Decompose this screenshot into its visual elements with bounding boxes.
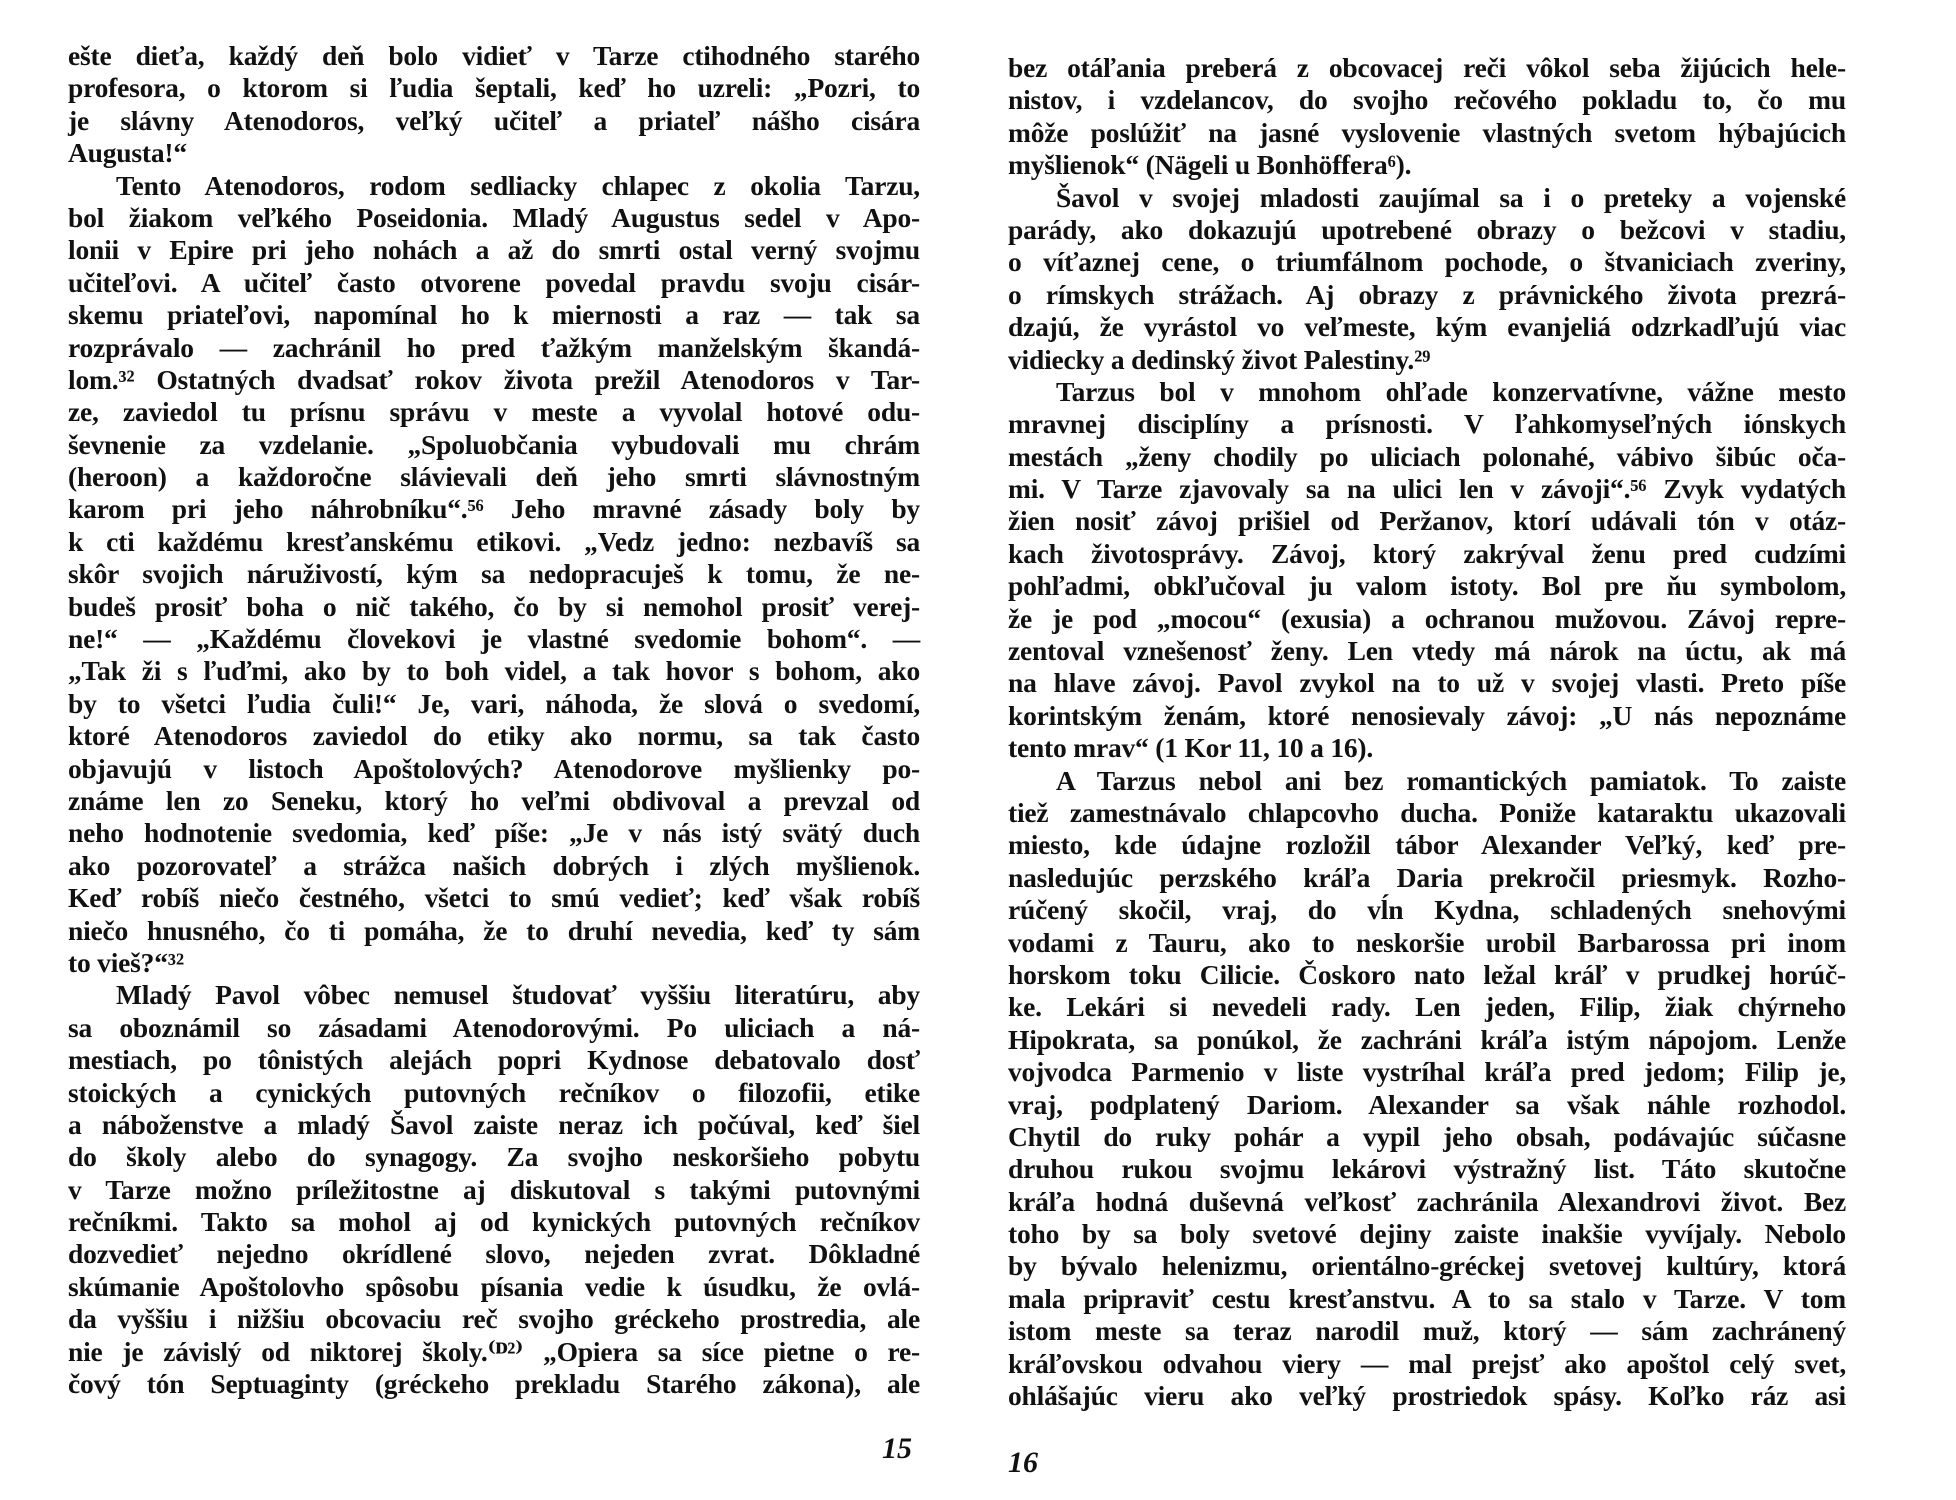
text-line: lom.³² Ostatných dvadsať rokov života prežil Atenodoros v Tar- [68, 363, 920, 395]
text-line: môže poslúžiť na jasné vyslovenie vlastných svetom hýbajúcich [1008, 116, 1846, 148]
text-line: rečníkmi. Takto sa mohol aj od kynických putovných rečníkov [68, 1206, 920, 1238]
text-line: čový tón Septuaginty (gréckeho prekladu Starého zákona), ale [68, 1368, 920, 1400]
text-line: mi. V Tarze zjavovaly sa na ulici len v závoji“.⁵⁶ Zvyk vydatých [1008, 473, 1846, 505]
text-line: horskom toku Cilicie. Čoskoro nato ležal kráľ v prudkej horúč- [1008, 958, 1846, 990]
text-line: vraj, podplatený Dariom. Alexander sa však náhle rozhodol. [1008, 1088, 1846, 1120]
text-line: vidiecky a dedinský život Palestiny.²⁹ [1008, 343, 1431, 375]
text-line: lonii v Epire pri jeho nohách a až do smrti ostal verný svojmu [68, 234, 920, 266]
text-line: dozvedieť nejedno okrídlené slovo, nejeden zvrat. Dôkladné [68, 1238, 920, 1270]
text-line: toho by sa boly svetové dejiny zaiste inakšie vyvíjaly. Nebolo [1008, 1218, 1846, 1250]
text-line: zentoval vznešenosť ženy. Len vtedy má nárok na úctu, ak má [1008, 635, 1846, 667]
text-line: kráľovskou odvahou viery — mal prejsť ako apoštol celý svet, [1008, 1347, 1846, 1379]
text-line: známe len zo Seneku, ktorý ho veľmi obdivoval a prevzal od [68, 784, 920, 816]
text-line: vojvodca Parmenio v liste vystríhal kráľa pred jedom; Filip je, [1008, 1056, 1846, 1088]
page-number-right: 16 [1008, 1446, 1038, 1479]
text-line: ešte dieťa, každý deň bolo vidieť v Tarze ctihodného starého [68, 40, 920, 71]
text-line: bez otáľania preberá z obcovacej reči vôkol seba žijúcich hele- [1008, 52, 1846, 83]
text-line: nie je závislý od niktorej školy.⁽ᴰ²⁾ „Opiera sa síce pietne o re- [68, 1335, 920, 1367]
text-line: objavujú v listoch Apoštolových? Atenodorove myšlienky po- [68, 752, 920, 784]
text-line: do školy alebo do synagogy. Za svojho neskoršieho pobytu [68, 1141, 920, 1173]
text-line: by bývalo helenizmu, orientálno-gréckej svetovej kultúry, ktorá [1008, 1250, 1846, 1282]
text-line: niečo hnusného, čo ti pomáha, že to druhí nevedia, keď ty sám [68, 914, 920, 946]
right-page [978, 0, 1956, 1500]
text-line: istom meste sa teraz narodil muž, ktorý — sám zachránený [1008, 1315, 1846, 1347]
text-line: Tento Atenodoros, rodom sedliacky chlapec z okolia Tarzu, [116, 169, 920, 201]
text-line: o rímskych strážach. Aj obrazy z právnického života prezrá- [1008, 278, 1846, 310]
text-line: dzajú, že vyrástol vo veľmeste, kým evanjeliá odzrkadľujú viac [1008, 311, 1846, 343]
text-line: tiež zamestnávalo chlapcovho ducha. Poniže kataraktu ukazovali [1008, 796, 1846, 828]
text-line: skôr svojich náruživostí, kým sa nedopracuješ k tomu, že ne- [68, 558, 920, 590]
text-line: sa oboznámil so zásadami Atenodorovými. Po uliciach a ná- [68, 1011, 920, 1043]
text-line: bol žiakom veľkého Poseidonia. Mladý Augustus sedel v Apo- [68, 201, 920, 233]
text-line: ako pozorovateľ a strážca našich dobrých i zlých myšlienok. [68, 849, 920, 881]
text-line: ševnenie za vzdelanie. „Spoluobčania vybudovali mu chrám [68, 428, 920, 460]
text-line: Tarzus bol v mnohom ohľade konzervatívne, vážne mesto [1056, 375, 1846, 407]
text-line: mestách „ženy chodily po uliciach polonahé, vábivo šibúc oča- [1008, 440, 1846, 472]
text-line: mestiach, po tônistých alejách popri Kydnose debatovalo dosť [68, 1044, 920, 1076]
text-line: by to všetci ľudia čuli!“ Je, vari, náhoda, že slová o svedomí, [68, 687, 920, 719]
text-line: Mladý Pavol vôbec nemusel študovať vyššiu literatúru, aby [116, 979, 920, 1011]
text-line: učiteľovi. A učiteľ často otvorene povedal pravdu svoju cisár- [68, 266, 920, 298]
text-line: ke. Lekári si nevedeli rady. Len jeden, Filip, žiak chýrneho [1008, 991, 1846, 1023]
text-line: neho hodnotenie svedomia, keď píše: „Je v nás istý svätý duch [68, 817, 920, 849]
right-page-text-column [1008, 52, 1846, 1412]
text-line: to vieš?“³² [68, 946, 184, 978]
text-line: kach životosprávy. Závoj, ktorý zakrýval ženu pred cudzími [1008, 537, 1846, 569]
text-line: nasledujúc perzského kráľa Daria prekročil priesmyk. Rozho- [1008, 861, 1846, 893]
text-line: „Tak ži s ľuďmi, ako by to boh videl, a tak hovor s bohom, ako [68, 655, 920, 687]
text-line: na hlave závoj. Pavol zvykol na to už v svojej vlasti. Preto píše [1008, 667, 1846, 699]
text-line: Augusta!“ [68, 137, 187, 169]
text-line: že je pod „mocou“ (exusia) a ochranou mužovou. Závoj repre- [1008, 602, 1846, 634]
text-line: korintským ženám, ktoré nenosievaly závoj: „U nás nepoznáme [1008, 699, 1846, 731]
text-line: myšlienok“ (Nägeli u Bonhöffera⁶). [1008, 149, 1412, 181]
text-line: mala pripraviť cestu kresťanstvu. A to sa stalo v Tarze. V tom [1008, 1282, 1846, 1314]
text-line: nistov, i vzdelancov, do svojho rečového pokladu to, čo mu [1008, 84, 1846, 116]
text-line: ohlášajúc vieru ako veľký prostriedok spásy. Koľko ráz asi [1008, 1380, 1846, 1412]
text-line: Chytil do ruky pohár a vypil jeho obsah, podávajúc súčasne [1008, 1120, 1846, 1152]
text-line: o víťaznej cene, o triumfálnom pochode, o štvaniciach zveriny, [1008, 246, 1846, 278]
text-line: da vyššiu i nižšiu obcovaciu reč svojho gréckeho prostredia, ale [68, 1303, 920, 1335]
text-line: kráľa hodná duševná veľkosť zachránila Alexandrovi život. Bez [1008, 1185, 1846, 1217]
text-line: žien nosiť závoj prišiel od Peržanov, ktorí udávali tón v otáz- [1008, 505, 1846, 537]
text-line: rúčený skočil, vraj, do vĺn Kydna, schladených snehovými [1008, 894, 1846, 926]
text-line: skemu priateľovi, napomínal ho k miernosti a raz — tak sa [68, 299, 920, 331]
text-line: ne!“ — „Každému človekovi je vlastné svedomie bohom“. — [68, 623, 920, 655]
text-line: miesto, kde údajne rozložil tábor Alexander Veľký, keď pre- [1008, 829, 1846, 861]
text-line: Hipokrata, sa ponúkol, že zachráni kráľa istým nápojom. Lenže [1008, 1023, 1846, 1055]
text-line: k cti každému kresťanskému etikovi. „Vedz jedno: nezbavíš sa [68, 525, 920, 557]
page-number-left: 15 [882, 1432, 912, 1465]
text-line: pohľadmi, obkľučoval ju valom istoty. Bol pre ňu symbolom, [1008, 570, 1846, 602]
text-line: ze, zaviedol tu prísnu správu v meste a vyvolal hotové odu- [68, 396, 920, 428]
text-line: rozprávalo — zachránil ho pred ťažkým manželským škandá- [68, 331, 920, 363]
text-line: Keď robíš niečo čestného, všetci to smú vedieť; keď však robíš [68, 882, 920, 914]
text-line: a náboženstve a mladý Šavol zaiste neraz ich počúval, keď šiel [68, 1108, 920, 1140]
text-line: karom pri jeho náhrobníku“.⁵⁶ Jeho mravné zásady boly by [68, 493, 920, 525]
text-line: druhou rukou svojmu lekárovi výstražný list. Táto skutočne [1008, 1153, 1846, 1185]
text-line: Šavol v svojej mladosti zaujímal sa i o preteky a vojenské [1056, 181, 1846, 213]
text-line: budeš prosiť boha o nič takého, čo by si nemohol prosiť verej- [68, 590, 920, 622]
text-line: skúmanie Apoštolovho spôsobu písania vedie k úsudku, že ovlá- [68, 1270, 920, 1302]
left-page-text-column [68, 40, 920, 1400]
text-line: ktoré Atenodoros zaviedol do etiky ako normu, sa tak často [68, 720, 920, 752]
text-line: tento mrav“ (1 Kor 11, 10 a 16). [1008, 732, 1374, 764]
text-line: vodami z Tauru, ako to neskoršie urobil Barbarossa pri inom [1008, 926, 1846, 958]
text-line: v Tarze možno príležitostne aj diskutoval s takými putovnými [68, 1173, 920, 1205]
text-line: mravnej disciplíny a prísnosti. V ľahkomyseľných iónskych [1008, 408, 1846, 440]
text-line: stoických a cynických putovných rečníkov o filozofii, etike [68, 1076, 920, 1108]
text-line: (heroon) a každoročne slávievali deň jeho smrti slávnostným [68, 461, 920, 493]
text-line: profesora, o ktorom si ľudia šeptali, keď ho uzreli: „Pozri, to [68, 72, 920, 104]
text-line: je slávny Atenodoros, veľký učiteľ a priateľ nášho cisára [68, 104, 920, 136]
text-line: parády, ako dokazujú upotrebené obrazy o bežcovi v stadiu, [1008, 213, 1846, 245]
text-line: A Tarzus nebol ani bez romantických pamiatok. To zaiste [1056, 764, 1846, 796]
